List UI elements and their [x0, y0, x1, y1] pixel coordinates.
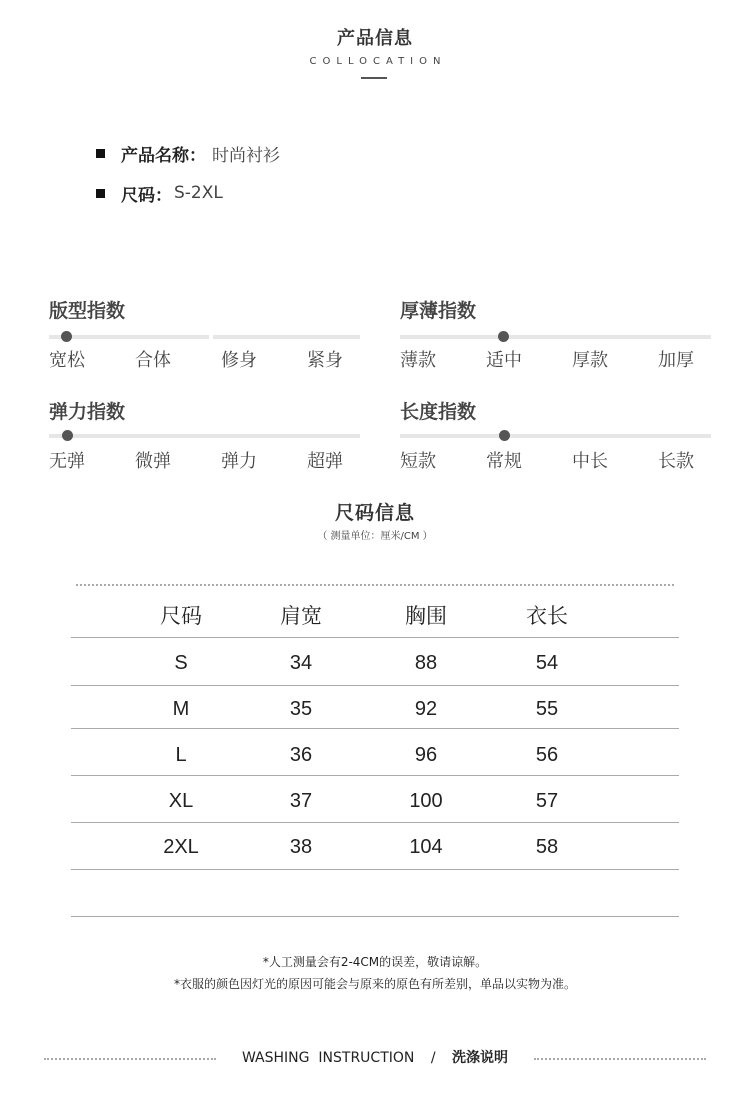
table-cell: 104 — [409, 836, 443, 858]
elasticity-index-scale — [49, 434, 360, 438]
size-info-title: 尺码信息 — [334, 502, 415, 524]
separator: / — [430, 1050, 436, 1066]
square-bullet-icon — [96, 149, 105, 158]
table-cell: 38 — [289, 836, 313, 858]
elasticity-index-marker — [62, 430, 73, 441]
table-rule — [71, 728, 679, 729]
elasticity-option: 微弹 — [135, 451, 171, 472]
table-cell: 92 — [414, 698, 438, 720]
thickness-option: 适中 — [486, 350, 522, 371]
table-cell: 58 — [535, 836, 559, 858]
thickness-index-marker — [498, 331, 509, 342]
color-difference-note: *衣服的颜色因灯光的原因可能会与原来的原色有所差别，单品以实物为准。 — [173, 977, 576, 991]
elasticity-option: 弹力 — [221, 451, 257, 472]
table-rule — [71, 869, 679, 870]
table-cell: 37 — [289, 790, 313, 812]
table-header-cell: 肩宽 — [280, 604, 322, 628]
fit-index-title: 版型指数 — [49, 300, 126, 322]
length-index-title: 长度指数 — [400, 401, 477, 423]
table-rule — [71, 685, 679, 686]
square-bullet-icon — [96, 189, 105, 198]
table-cell: 57 — [535, 790, 559, 812]
measurement-error-note: *人工测量会有2-4CM的误差，敬请谅解。 — [262, 955, 488, 969]
size-range-value: S-2XL — [174, 183, 223, 203]
table-cell: L — [175, 744, 187, 766]
table-cell: 2XL — [163, 836, 199, 858]
table-cell: 88 — [414, 652, 438, 674]
dotted-divider — [76, 584, 674, 586]
table-cell: 54 — [535, 652, 559, 674]
table-rule — [71, 775, 679, 776]
length-option: 常规 — [486, 451, 522, 472]
section-subtitle: COLLOCATION — [309, 56, 447, 67]
table-cell: XL — [168, 790, 194, 812]
table-rule — [71, 822, 679, 823]
table-rule — [71, 637, 679, 638]
washing-instruction-heading — [0, 1047, 750, 1067]
elasticity-index-title: 弹力指数 — [49, 401, 126, 423]
elasticity-option: 无弹 — [49, 451, 85, 472]
length-option: 长款 — [658, 451, 694, 472]
length-index-marker — [499, 430, 510, 441]
product-name-label: 产品名称： — [121, 145, 206, 166]
fit-option: 紧身 — [307, 350, 343, 371]
table-rule — [71, 916, 679, 917]
table-cell: M — [172, 698, 190, 720]
section-title: 产品信息 — [337, 28, 413, 49]
table-cell: 56 — [535, 744, 559, 766]
table-cell: 34 — [289, 652, 313, 674]
table-cell: 55 — [535, 698, 559, 720]
title-underline — [361, 77, 387, 79]
table-cell: 35 — [289, 698, 313, 720]
length-index-scale — [400, 434, 711, 438]
thickness-option: 加厚 — [658, 350, 694, 371]
length-option: 短款 — [400, 451, 436, 472]
elasticity-option: 超弹 — [307, 451, 343, 472]
product-name-row — [96, 142, 280, 164]
product-name-value: 时尚衬衫 — [212, 145, 280, 166]
length-option: 中长 — [572, 451, 608, 472]
fit-option: 合体 — [135, 350, 171, 371]
fit-option: 修身 — [221, 350, 257, 371]
table-cell: 100 — [409, 790, 443, 812]
thickness-index-scale — [400, 335, 711, 339]
fit-option: 宽松 — [49, 350, 85, 371]
fit-index-scale — [49, 335, 360, 339]
table-cell: S — [174, 652, 188, 674]
table-header-cell: 胸围 — [405, 604, 447, 628]
thickness-option: 厚款 — [572, 350, 608, 371]
table-header-cell: 衣长 — [526, 604, 568, 628]
fit-index-marker — [61, 331, 72, 342]
table-cell: 96 — [414, 744, 438, 766]
table-cell: 36 — [289, 744, 313, 766]
thickness-index-title: 厚薄指数 — [400, 300, 477, 322]
thickness-option: 薄款 — [400, 350, 436, 371]
size-range-row — [96, 182, 223, 204]
dotted-divider — [534, 1058, 706, 1060]
measurement-unit-note: （ 测量单位：厘米/CM ） — [317, 531, 433, 542]
size-range-label: 尺码： — [121, 185, 172, 206]
table-header-cell: 尺码 — [160, 604, 202, 628]
washing-instruction-en: WASHING INSTRUCTION — [241, 1050, 415, 1066]
washing-instruction-cn: 洗涤说明 — [452, 1050, 508, 1066]
